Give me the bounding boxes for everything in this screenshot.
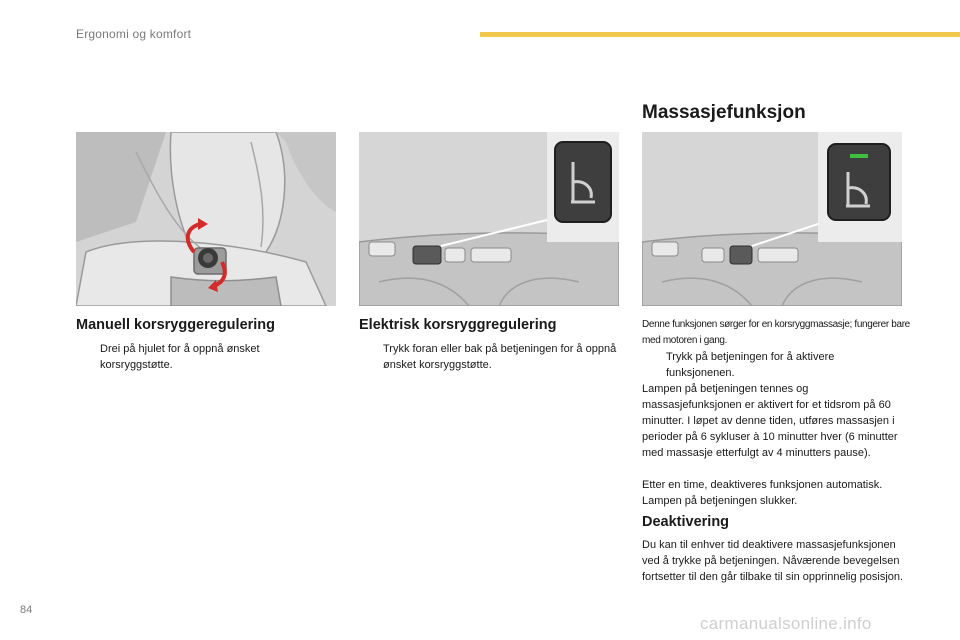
- deactivate-body: Du kan til enhver tid deaktivere massasjefunksjonen ved å trykke på betjeningen. Nåværende bevegelsen fortsetter til den går tilbake til sin opprinnelig posisjon.: [642, 539, 904, 583]
- page-number: 84: [20, 604, 33, 616]
- massage-body-1: Lampen på betjeningen tennes og massasjefunksjonen er aktivert for et tidsrom på 60 minutter. I løpet av denne tiden, utføres massasjen i perioder på 6 sykluser à 10 minutter hver (6 minutter med massasje etterfulgt av 4 minutters pause).: [642, 383, 898, 459]
- electric-bullet: [359, 341, 619, 373]
- door-panel-switch-image: [359, 132, 619, 306]
- manual-bullet: [76, 341, 296, 373]
- deactivate-heading: Deaktivering: [642, 514, 730, 530]
- electric-bullet-text: Trykk foran eller bak på betjeningen for å oppnå ønsket korsryggstøtte.: [383, 343, 617, 371]
- massage-switch-image: [642, 132, 902, 306]
- manual-heading: Manuell korsryggeregulering: [76, 317, 276, 333]
- massage-bullet: [642, 349, 882, 381]
- electric-heading: Elektrisk korsryggregulering: [359, 317, 557, 333]
- manual-bullet-text: Drei på hjulet for å oppnå ønsket korsryggstøtte.: [100, 343, 260, 371]
- massage-body-2: Etter en time, deaktiveres funksjonen automatisk. Lampen på betjeningen slukker.: [642, 479, 883, 507]
- massage-bullet-text: Trykk på betjeningen for å aktivere funksjonenen.: [666, 351, 835, 379]
- chapter-accent-bar: [480, 32, 960, 37]
- seat-wheel-image: [76, 132, 336, 306]
- watermark: carmanualsonline.info: [700, 614, 872, 633]
- massage-intro: Denne funksjonen sørger for en korsryggmassasje; fungerer bare med motoren i gang.: [642, 319, 910, 346]
- massage-heading: Massasjefunksjon: [642, 102, 806, 123]
- massage-illustration: [642, 132, 902, 306]
- chapter-title: Ergonomi og komfort: [76, 27, 192, 41]
- manual-lumbar-illustration: [76, 132, 336, 306]
- electric-lumbar-illustration: [359, 132, 619, 306]
